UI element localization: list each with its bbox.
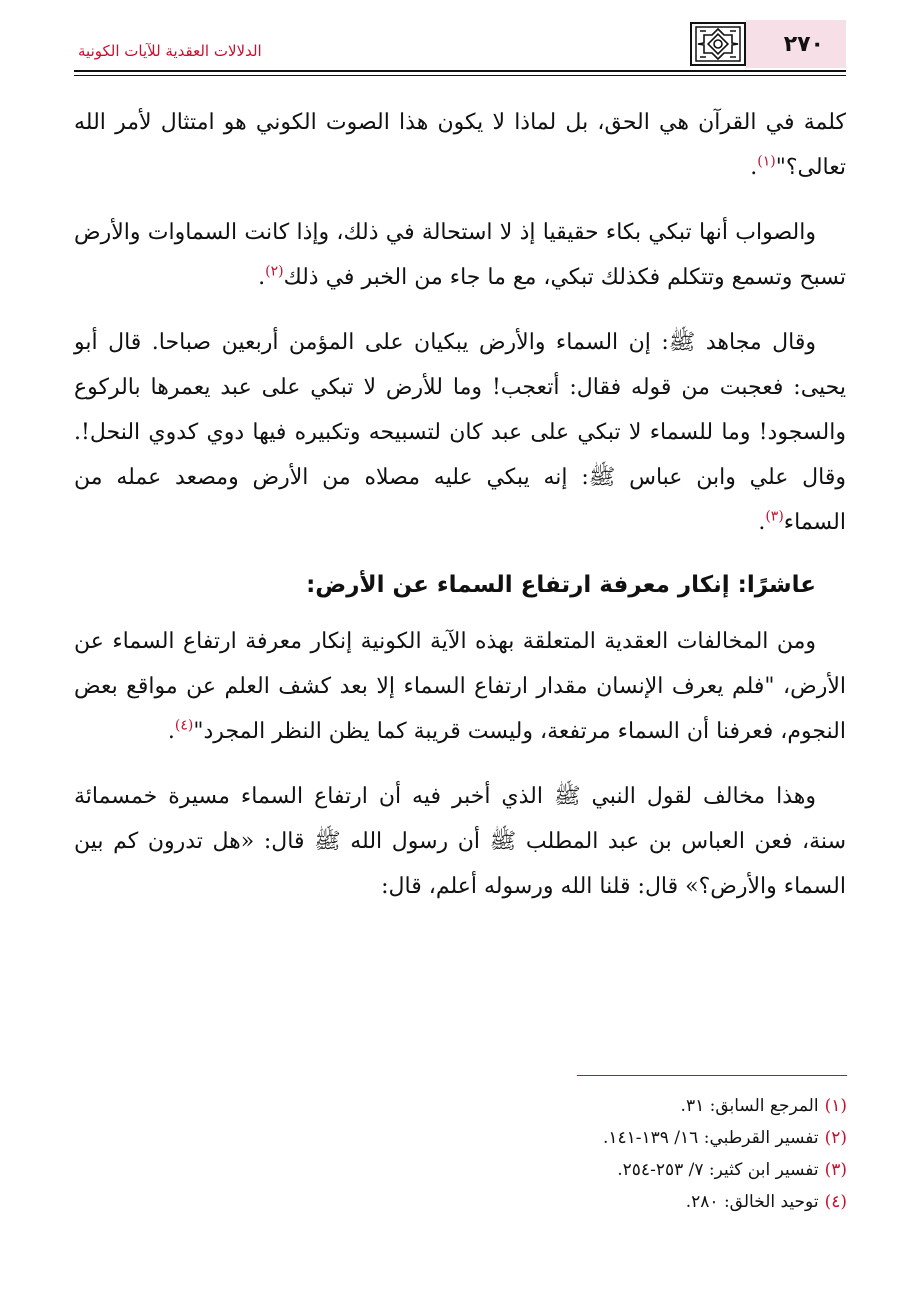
footnote-ref[interactable]: (٤) bbox=[174, 717, 194, 734]
footnote-item bbox=[75, 1186, 847, 1218]
footnote-item bbox=[75, 1122, 847, 1154]
paragraph-text: والصواب أنها تبكي بكاء حقيقيا إذ لا استحالة في ذلك، وإذا كانت السماوات والأرض تسبح وتسمع وتتكلم فكذلك تبكي، مع ما جاء من الخبر في ذلك bbox=[74, 220, 846, 290]
footnote-item bbox=[75, 1154, 847, 1186]
footnote-number: (٣) bbox=[824, 1160, 847, 1180]
footnote-ref[interactable]: (١) bbox=[757, 153, 776, 170]
footnote-number: (٢) bbox=[824, 1128, 847, 1148]
paragraph-tail: . bbox=[167, 719, 175, 744]
header-rule bbox=[74, 70, 846, 72]
paragraph bbox=[74, 619, 846, 754]
footnote-text: تفسير ابن كثير: ٧/ ٢٥٣-٢٥٤. bbox=[617, 1160, 819, 1180]
paragraph bbox=[74, 320, 846, 545]
page-number: ٢٧٠ bbox=[783, 32, 824, 57]
paragraph-text: ومن المخالفات العقدية المتعلقة بهذه الآية الكونية إنكار معرفة ارتفاع السماء عن الأرض، "فلم يعرف الإنسان مقدار ارتفاع السماء إلا بعد كشف العلم عن مواقع بعض النجوم، فعرفنا أن السماء مرتفعة، وليست قريبة كما يظن النظر المجرد" bbox=[74, 629, 846, 744]
header-rule-thin bbox=[74, 75, 846, 76]
footnote-number: (٤) bbox=[824, 1192, 847, 1212]
footnote-number: (١) bbox=[824, 1096, 847, 1116]
footnote-text: توحيد الخالق: ٢٨٠. bbox=[685, 1192, 819, 1212]
page-number-box bbox=[746, 20, 846, 68]
page-header bbox=[74, 20, 846, 76]
paragraph-tail: . bbox=[258, 265, 266, 290]
geometric-ornament-icon bbox=[690, 22, 746, 66]
footnotes bbox=[75, 1090, 847, 1218]
footnote-text: المرجع السابق: ٣١. bbox=[680, 1096, 819, 1116]
paragraph bbox=[74, 100, 846, 190]
footnote-item bbox=[75, 1090, 847, 1122]
paragraph-text: وهذا مخالف لقول النبي ﷺ الذي أخبر فيه أن ارتفاع السماء مسيرة خمسمائة سنة، فعن العباس بن عبد المطلب ﷺ أن رسول الله ﷺ قال: «هل تدرون كم بين السماء والأرض؟» قال: قلنا الله ورسوله أعلم، قال: bbox=[74, 784, 846, 899]
footnote-text: تفسير القرطبي: ١٦/ ١٣٩-١٤١. bbox=[602, 1128, 819, 1148]
footnote-ref[interactable]: (٣) bbox=[765, 508, 784, 525]
paragraph-text: وقال مجاهد ﷺ: إن السماء والأرض يبكيان على المؤمن أربعين صباحا. قال أبو يحيى: فعجبت من قوله فقال: أتعجب! وما للأرض لا تبكي على عبد يعمرها بالركوع والسجود! وما للسماء لا تبكي على عبد كان لتسبيحه وتكبيره فيها دوي كدوي النحل!. وقال علي وابن عباس ﷺ: إنه يبكي عليه مصلاه من الأرض ومصعد عمله من السماء bbox=[74, 330, 846, 535]
paragraph-text: كلمة في القرآن هي الحق، بل لماذا لا يكون هذا الصوت الكوني هو امتثال لأمر الله تعالى؟" bbox=[74, 110, 846, 180]
paragraph bbox=[74, 210, 846, 300]
page-body bbox=[74, 100, 846, 929]
footnote-ref[interactable]: (٢) bbox=[265, 263, 284, 280]
section-heading: عاشرًا: إنكار معرفة ارتفاع السماء عن الأرض: bbox=[306, 572, 816, 598]
paragraph bbox=[74, 774, 846, 909]
paragraph-tail: . bbox=[750, 155, 758, 180]
book-title: الدلالات العقدية للآيات الكونية bbox=[78, 42, 262, 60]
footnote-separator bbox=[577, 1075, 847, 1076]
paragraph-tail: . bbox=[758, 510, 766, 535]
